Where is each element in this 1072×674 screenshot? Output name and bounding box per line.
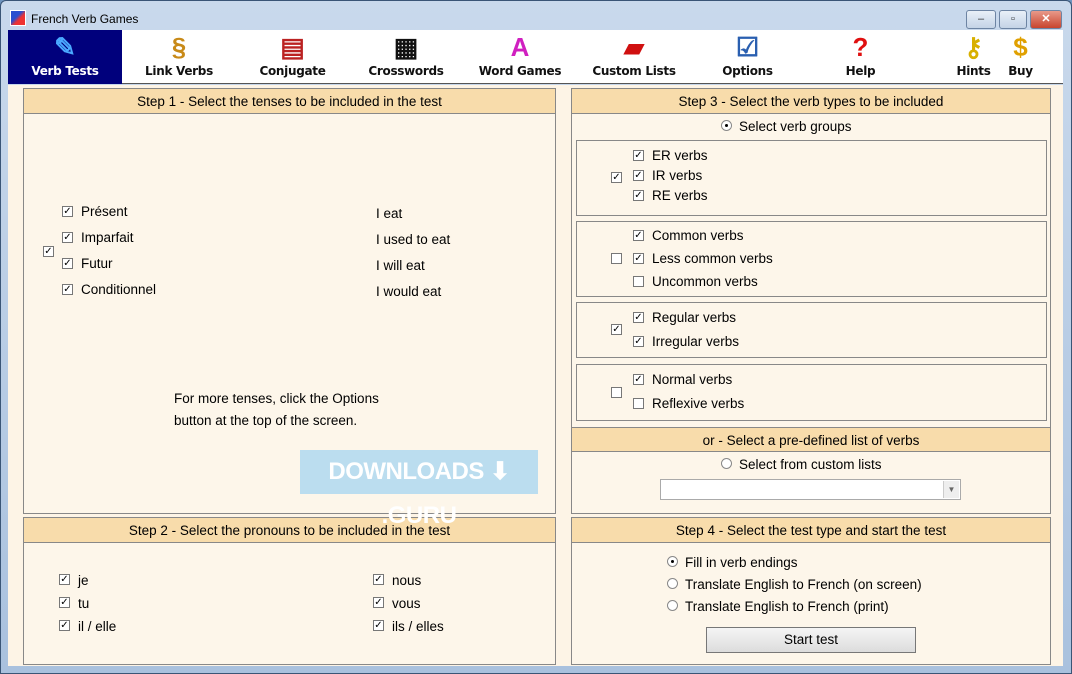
- checkboxes-icon: ☑: [735, 32, 760, 62]
- verb-type-checkbox[interactable]: [633, 398, 644, 409]
- pronoun-label: tu: [78, 596, 90, 611]
- toolbar-button-help[interactable]: [804, 30, 917, 84]
- toolbar-label: Crosswords: [368, 64, 444, 78]
- verb-type-label: Common verbs: [652, 228, 744, 243]
- toolbar-button-custom-lists[interactable]: [577, 30, 691, 84]
- toolbar-button-options[interactable]: [691, 30, 804, 84]
- verb-type-label: Normal verbs: [652, 372, 733, 387]
- verb-type-label: Irregular verbs: [652, 334, 740, 349]
- key-icon: ⚷: [963, 32, 984, 62]
- verb-type-checkbox[interactable]: ✓: [634, 312, 643, 323]
- pronoun-label: nous: [392, 573, 422, 588]
- pencil-icon: ✎: [54, 32, 76, 62]
- window-title: French Verb Games: [31, 12, 139, 26]
- tense-label: Imparfait: [81, 230, 134, 245]
- tense-checkbox[interactable]: ✓: [63, 284, 72, 295]
- toolbar-label: Verb Tests: [31, 64, 99, 78]
- verb-group-box: [576, 364, 1047, 421]
- tense-translation: I used to eat: [376, 232, 451, 247]
- verb-group-checkbox[interactable]: ✓: [612, 324, 621, 335]
- tense-translation: I would eat: [376, 284, 442, 299]
- verb-type-checkbox[interactable]: ✓: [634, 170, 643, 181]
- test-type-label: Translate English to French (print): [685, 599, 889, 614]
- pronoun-checkbox[interactable]: ✓: [374, 620, 383, 631]
- verb-type-checkbox[interactable]: ✓: [634, 190, 643, 201]
- toolbar-label: Options: [722, 64, 773, 78]
- pronoun-checkbox[interactable]: ✓: [60, 620, 69, 631]
- toolbar-label: Custom Lists: [592, 64, 676, 78]
- toolbar-label: Buy: [1008, 64, 1033, 78]
- test-type-label: Fill in verb endings: [685, 555, 798, 570]
- verb-group-checkbox[interactable]: [611, 387, 622, 398]
- toolbar-button-buy[interactable]: [978, 30, 1063, 84]
- verb-group-checkbox[interactable]: ✓: [612, 172, 621, 183]
- step2-header: Step 2 - Select the pronouns to be included in the test: [24, 518, 555, 543]
- pronoun-label: il / elle: [78, 619, 117, 634]
- link-icon: §: [171, 32, 187, 62]
- tense-label: Présent: [81, 204, 128, 219]
- predefined-list-header: or - Select a pre-defined list of verbs: [572, 427, 1050, 452]
- maximize-button[interactable]: ▫: [999, 10, 1027, 29]
- toolbar-button-crosswords[interactable]: [349, 30, 463, 84]
- step2-panel: [23, 517, 556, 665]
- verb-type-checkbox[interactable]: ✓: [634, 230, 643, 241]
- tense-label: Conditionnel: [81, 282, 157, 297]
- toolbar-button-conjugate[interactable]: [236, 30, 349, 84]
- test-type-radio[interactable]: [667, 578, 678, 589]
- pronoun-label: vous: [392, 596, 421, 611]
- tense-label: Futur: [81, 256, 113, 271]
- close-button[interactable]: ✕: [1030, 10, 1062, 29]
- document-icon: ▤: [280, 32, 305, 62]
- options-note: button at the top of the screen.: [174, 413, 358, 428]
- verb-group-box: [576, 221, 1047, 297]
- watermark: DOWNLOADS ⬇ .GURU: [300, 450, 538, 494]
- toolbar-label: Hints: [956, 64, 991, 78]
- pronoun-label: je: [78, 573, 89, 588]
- dollar-icon: $: [1013, 32, 1028, 62]
- verb-type-checkbox[interactable]: ✓: [634, 150, 643, 161]
- custom-list-dropdown[interactable]: [660, 479, 961, 500]
- pronoun-checkbox[interactable]: ✓: [374, 574, 383, 585]
- verb-group-checkbox[interactable]: [611, 253, 622, 264]
- verb-type-checkbox[interactable]: ✓: [634, 253, 643, 264]
- toolbar: [8, 30, 1063, 84]
- toolbar-label: Help: [845, 64, 876, 78]
- verb-group-box: [576, 302, 1047, 358]
- pronoun-checkbox[interactable]: ✓: [374, 597, 383, 608]
- pronoun-checkbox[interactable]: ✓: [60, 597, 69, 608]
- verb-type-checkbox[interactable]: ✓: [634, 374, 643, 385]
- grid-icon: ▦: [393, 32, 419, 62]
- custom-lists-radio[interactable]: [721, 458, 732, 469]
- tense-translation: I will eat: [376, 258, 425, 273]
- verb-type-checkbox[interactable]: [633, 276, 644, 287]
- card-box-icon: ▰: [624, 32, 644, 62]
- verb-type-label: IR verbs: [652, 168, 703, 183]
- toolbar-button-verb-tests[interactable]: [8, 30, 122, 84]
- step4-header: Step 4 - Select the test type and start the test: [572, 518, 1050, 543]
- toolbar-label: Link Verbs: [145, 64, 213, 78]
- tense-checkbox[interactable]: ✓: [63, 206, 72, 217]
- verb-type-checkbox[interactable]: ✓: [634, 336, 643, 347]
- verb-type-label: Regular verbs: [652, 310, 737, 325]
- verb-type-label: Uncommon verbs: [652, 274, 758, 289]
- select-verb-groups-radio[interactable]: [721, 120, 732, 131]
- tense-checkbox[interactable]: ✓: [63, 232, 72, 243]
- verb-type-label: Reflexive verbs: [652, 396, 745, 411]
- question-icon: ?: [852, 32, 869, 62]
- verb-group-box: [576, 140, 1047, 216]
- start-test-button[interactable]: Start test: [706, 627, 916, 653]
- all-tenses-checkbox[interactable]: ✓: [44, 246, 53, 257]
- toolbar-button-link-verbs[interactable]: [122, 30, 236, 84]
- pronoun-label: ils / elles: [392, 619, 444, 634]
- verb-type-label: ER verbs: [652, 148, 708, 163]
- test-type-radio[interactable]: [667, 600, 678, 611]
- step1-header: Step 1 - Select the tenses to be included in the test: [24, 89, 555, 114]
- select-verb-groups-label: Select verb groups: [739, 119, 852, 134]
- test-type-label: Translate English to French (on screen): [685, 577, 922, 592]
- pronoun-checkbox[interactable]: ✓: [60, 574, 69, 585]
- verb-type-label: Less common verbs: [652, 251, 773, 266]
- toolbar-button-word-games[interactable]: [463, 30, 577, 84]
- test-type-radio[interactable]: [667, 556, 678, 567]
- options-note: For more tenses, click the Options: [174, 391, 379, 406]
- custom-lists-label: Select from custom lists: [739, 457, 882, 472]
- app-icon: [10, 10, 26, 26]
- tense-translation: I eat: [376, 206, 403, 221]
- tense-checkbox[interactable]: ✓: [63, 258, 72, 269]
- chevron-down-icon[interactable]: ▼: [943, 481, 959, 498]
- toolbar-label: Word Games: [478, 64, 562, 78]
- verb-type-label: RE verbs: [652, 188, 708, 203]
- letter-a-icon: A: [510, 32, 530, 62]
- step3-header: Step 3 - Select the verb types to be included: [572, 89, 1050, 114]
- minimize-button[interactable]: –: [966, 10, 996, 29]
- toolbar-label: Conjugate: [259, 64, 326, 78]
